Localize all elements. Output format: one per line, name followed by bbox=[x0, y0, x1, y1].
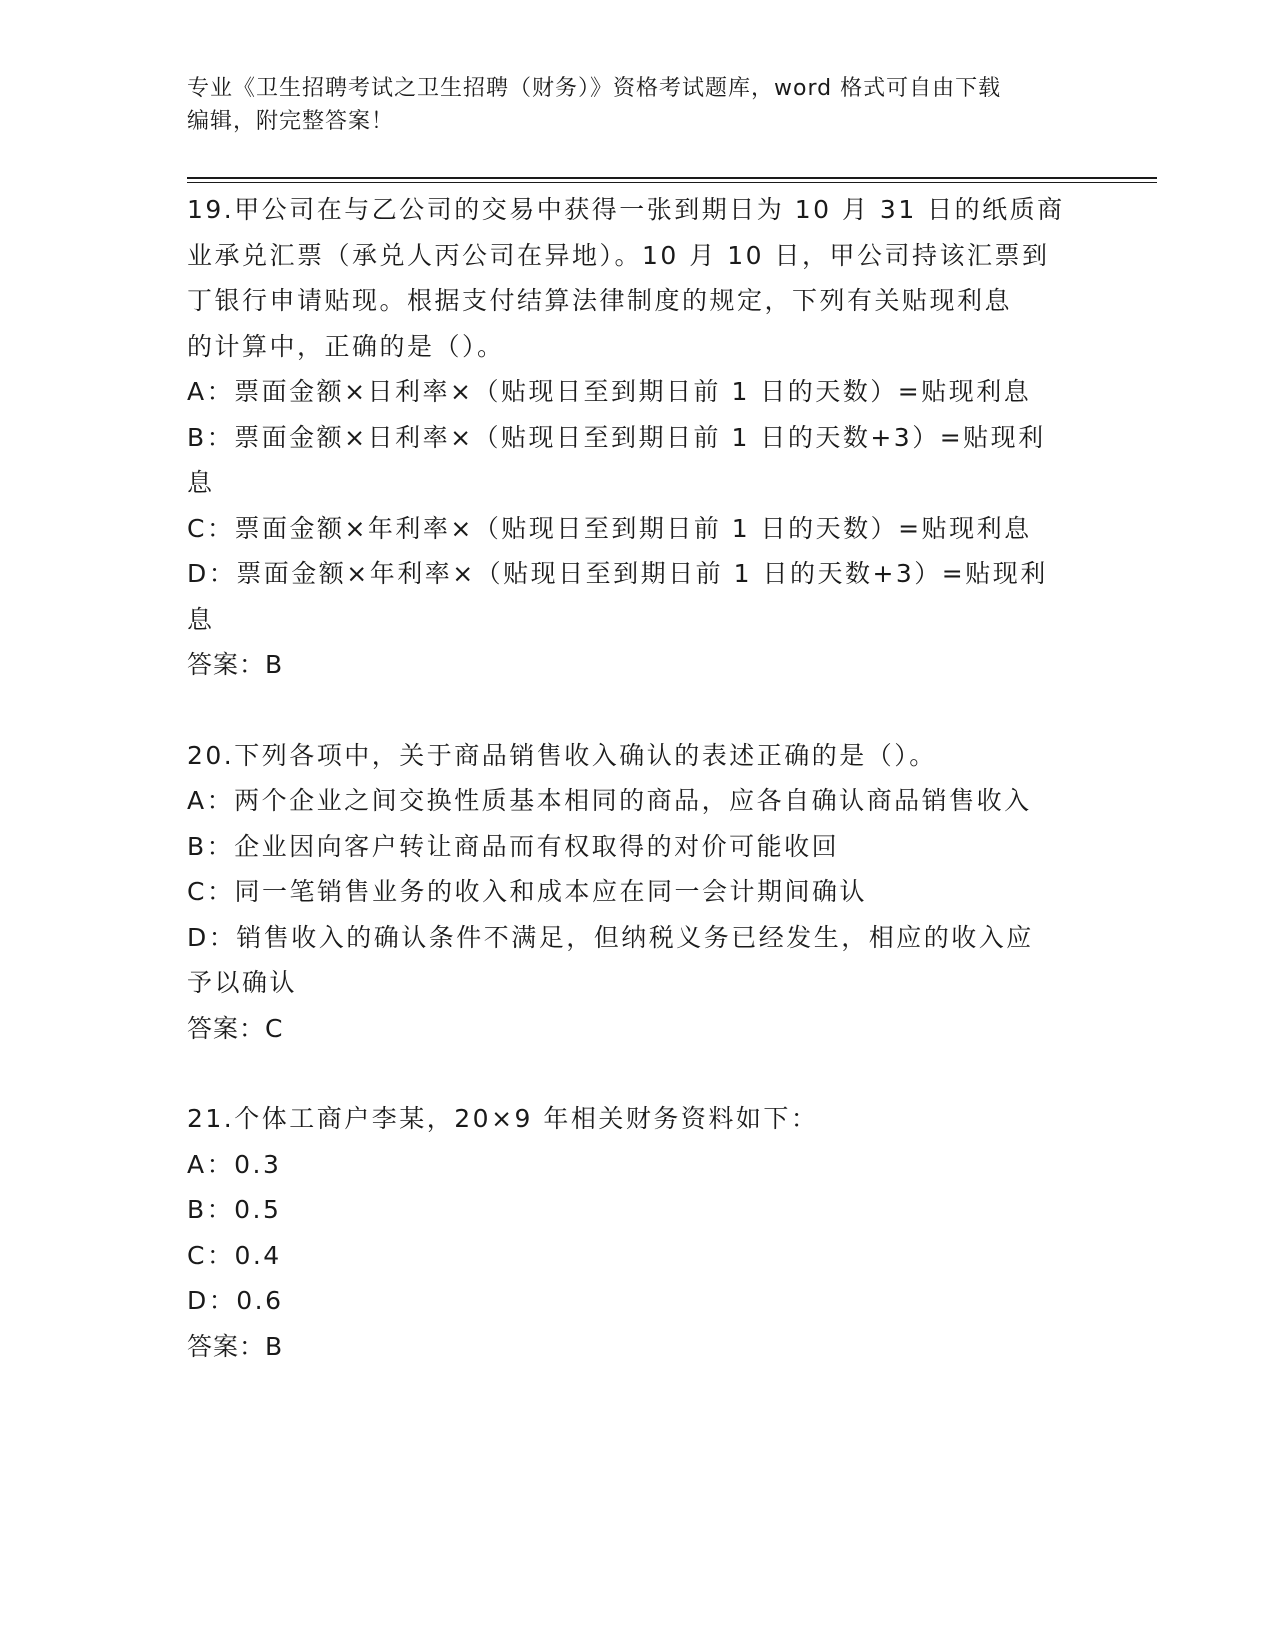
question-stem-line: 19.甲公司在与乙公司的交易中获得一张到期日为 10 月 31 日的纸质商 bbox=[187, 195, 1065, 224]
document-header: 专业《卫生招聘考试之卫生招聘（财务）》资格考试题库，word 格式可自由下载 编辑，附完整答案！ bbox=[187, 76, 1002, 134]
option-c-line: C：0.4 bbox=[187, 1240, 282, 1270]
option-d-line: 予以确认 bbox=[187, 968, 298, 997]
question-stem-line: 的计算中，正确的是（）。 bbox=[187, 331, 505, 361]
header-rule-thick bbox=[187, 177, 1157, 179]
option-d-line: D：0.6 bbox=[187, 1286, 284, 1315]
question-21 bbox=[187, 1096, 1087, 1369]
question-stem-line: 丁银行申请贴现。根据支付结算法律制度的规定，下列有关贴现利息 bbox=[187, 286, 1013, 315]
option-b-line: B：企业因向客户转让商品而有权取得的对价可能收回 bbox=[187, 831, 840, 861]
option-b-line: 息 bbox=[187, 468, 215, 497]
option-d-line: D：销售收入的确认条件不满足，但纳税义务已经发生，相应的收入应 bbox=[187, 922, 1034, 952]
option-a-line: A：0.3 bbox=[187, 1149, 282, 1179]
option-d-line: 息 bbox=[187, 604, 215, 634]
answer-line: 答案：B bbox=[187, 1331, 284, 1361]
option-b-line: B：票面金额×日利率×（贴现日至到期日前 1 日的天数+3）=贴现利 bbox=[187, 422, 1046, 452]
header-rule-thin bbox=[187, 182, 1157, 183]
option-a-line: A：两个企业之间交换性质基本相同的商品，应各自确认商品销售收入 bbox=[187, 786, 1032, 815]
option-d-line: D：票面金额×年利率×（贴现日至到期日前 1 日的天数+3）=贴现利 bbox=[187, 559, 1048, 588]
question-list bbox=[187, 187, 1087, 1369]
answer-line: 答案：C bbox=[187, 1013, 284, 1043]
question-19 bbox=[187, 187, 1087, 688]
option-c-line: C：票面金额×年利率×（贴现日至到期日前 1 日的天数）=贴现利息 bbox=[187, 513, 1032, 543]
answer-line: 答案：B bbox=[187, 650, 284, 679]
option-c-line: C：同一笔销售业务的收入和成本应在同一会计期间确认 bbox=[187, 877, 867, 906]
question-stem-line: 业承兑汇票（承兑人丙公司在异地）。10 月 10 日，甲公司持该汇票到 bbox=[187, 240, 1050, 270]
question-stem-line: 20.下列各项中，关于商品销售收入确认的表述正确的是（）。 bbox=[187, 740, 937, 770]
option-a-line: A：票面金额×日利率×（贴现日至到期日前 1 日的天数）=贴现利息 bbox=[187, 377, 1032, 406]
question-20 bbox=[187, 733, 1087, 1052]
option-b-line: B：0.5 bbox=[187, 1195, 282, 1224]
question-stem-line: 21.个体工商户李某，20×9 年相关财务资料如下： bbox=[187, 1104, 819, 1133]
